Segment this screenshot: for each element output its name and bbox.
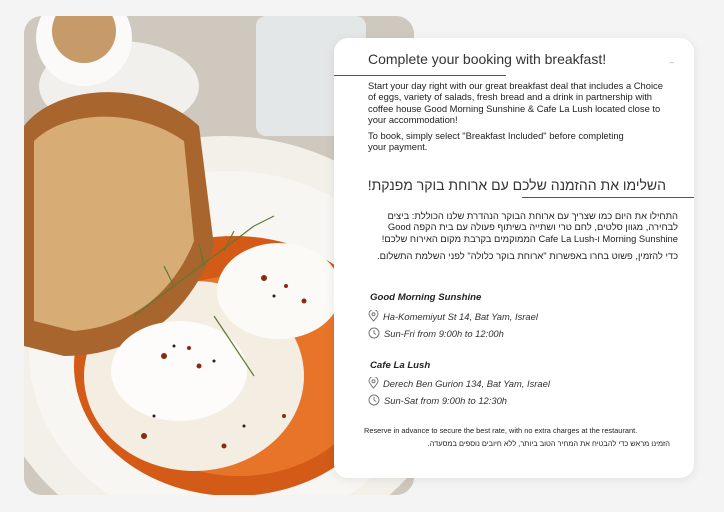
place-name-cafe-la-lush: Cafe La Lush xyxy=(370,360,431,371)
booking-instruction-english: To book, simply select "Breakfast Included" before completing your payment. xyxy=(368,130,624,153)
footer-english: Reserve in advance to secure the best rate, with no extra charges at the restaurant. xyxy=(364,426,638,435)
description-hebrew: התחילו את היום כמו שצריך עם ארוחת הבוקר הנהדרת שלנו הכוללת: ביצים לבחירה, מגוון סלטים, לחם טרי ושתייה בשיתוף פעולה עם בית הקפה Good Morning Sunshine ו-Cafe La Lush הממוקמים בקרבת מקום האירוח שלכם! xyxy=(381,210,678,244)
clock-icon xyxy=(368,327,380,339)
place-name-good-morning-sunshine: Good Morning Sunshine xyxy=(370,292,482,303)
footer-hebrew: הזמינו מראש כדי להבטיח את המחיר הטוב ביותר, ללא חיובים נוספים במסעדה. xyxy=(427,439,670,448)
location-pin-icon xyxy=(368,310,379,322)
place-address: Ha-Komemiyut St 14, Bat Yam, Israel xyxy=(383,310,538,322)
description-english: Start your day right with our great breakfast deal that includes a Choice of eggs, variety of salads, fresh bread and a drink in partnership with coffee house Good Morning Sunshine & Cafe La Lush located close to your accommodation! xyxy=(368,80,663,126)
title-underline-he xyxy=(522,197,694,198)
place-hours-row xyxy=(368,327,504,339)
clock-icon xyxy=(368,394,380,406)
place-hours: Sun-Fri from 9:00h to 12:00h xyxy=(384,327,504,339)
place-hours-row xyxy=(368,394,507,406)
booking-info-card xyxy=(334,38,694,478)
card-handle-mark: – xyxy=(669,58,674,67)
location-pin-icon xyxy=(368,377,379,389)
place-address-row xyxy=(368,377,550,389)
booking-instruction-hebrew: כדי להזמין, פשוט בחרו באפשרות "ארוחת בוקר כלולה" לפני השלמת התשלום. xyxy=(377,250,678,261)
title-hebrew: השלימו את ההזמנה שלכם עם ארוחת בוקר מפנקת! xyxy=(367,177,666,193)
title-underline-en xyxy=(334,75,506,76)
place-hours: Sun-Sat from 9:00h to 12:30h xyxy=(384,394,507,406)
place-address: Derech Ben Gurion 134, Bat Yam, Israel xyxy=(383,377,550,389)
title-english: Complete your booking with breakfast! xyxy=(368,51,607,67)
place-address-row xyxy=(368,310,538,322)
